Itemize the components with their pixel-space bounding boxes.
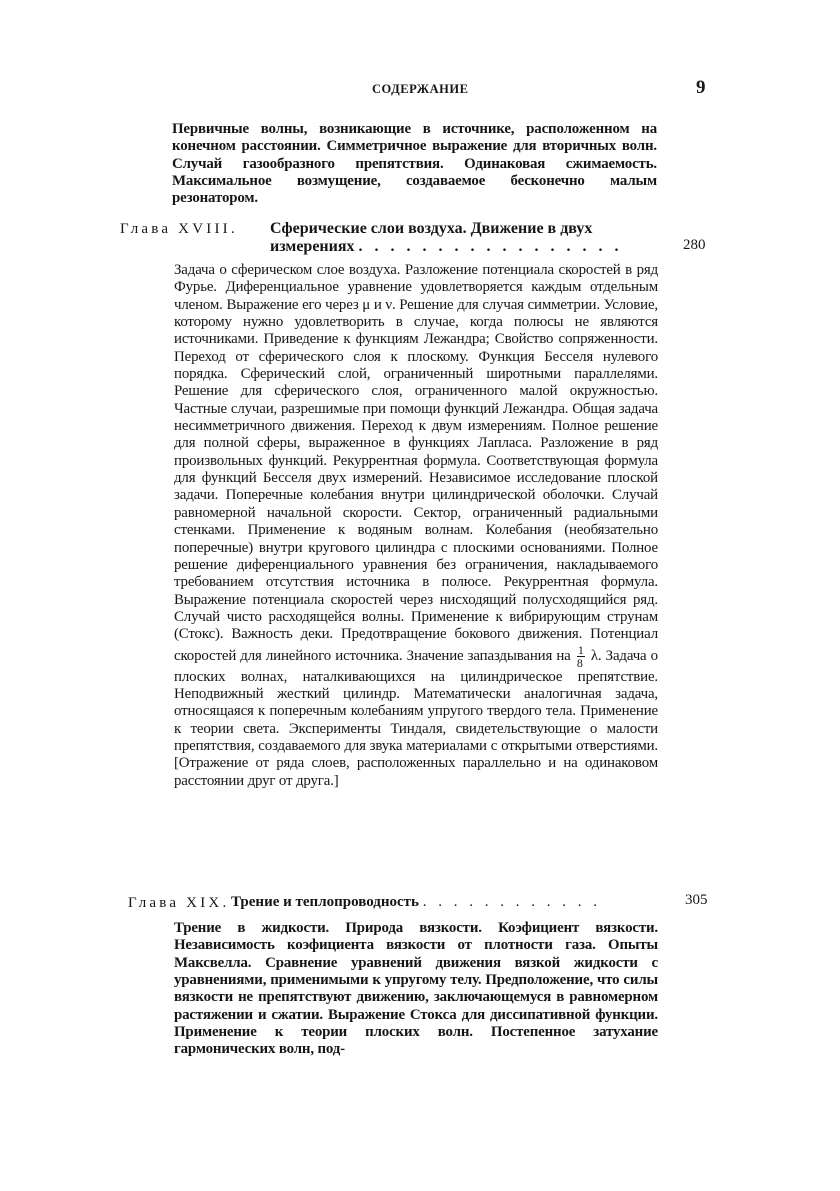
chapter-18-summary-part1: Задача о сферическом слое воздуха. Разложение потенциала скоростей в ряд Фурье. Диференциальное уравнение удовлетворяется каждым отдельным членом. Выражение его через μ и ν. Решение для случая симметрии. Условие, которому нужно удовлетворить в случае, когда полюсы не являются источниками. Приведение к функциям Лежандра; Свойство сопряженности. Переход от сферического слоя к плоскому. Функция Бесселя нулевого порядка. Сферический слой, ограниченный широтными параллелями. Решение для сферического слоя, ограниченного малой окружностью. Частные случаи, разрешимые при помощи функций Лежандра. Общая задача несимметричного движения. Переход к двум измерениям. Полное решение для полной сферы, выраженное в функциях Лапласа. Разложение в ряд произвольных функций. Рекуррентная формула. Соответствующая формула для функций Бесселя двух измерений. Независимое исследование плоской задачи. Поперечные колебания внутри цилиндрической оболочки. Случай равномерной начальной скорости. Сектор, ограниченный радиальными стенками. Применение к водяным волнам. Колебания (необязательно поперечные) внутри кругового цилиндра с плоскими основаниями. Полное решение диференциального уравнения без ограничения, накладываемого требованием отсутствия источника в полюсе. Рекуррентная формула. Выражение потенциала скоростей через нисходящий полусходящийся ряд. Случай чисто расходящейся волны. Применение к вибрирующим струнам (Стокс). Важность деки. Предотвращение бокового движения. Потенциал скоростей для линейного источника. Значение запаздывания на bbox=[174, 262, 658, 664]
chapter-18-title-line2-text: измерениях bbox=[270, 238, 355, 255]
chapter-18-summary-part2: λ. Задача о плоских волнах, наталкивающихся на цилиндрическое препятствие. Неподвижный жесткий цилиндр. Математически аналогичная задача, относящаяся к поперечным колебаниям упругого твердого тела. Применение к теории света. Эксперименты Тиндаля, свидетельствующие о малости препятствия, создаваемого для звука материалами с открытыми отверстиями. [Отражение от ряда слоев, расположенных параллельно и на одинаковом расстоянии друг от друга.] bbox=[174, 647, 658, 789]
chapter-19-title bbox=[231, 894, 601, 911]
chapter-19-label: Глава XIX. bbox=[128, 895, 230, 911]
chapter-18-title-line1: Сферические слои воздуха. Движение в двух bbox=[270, 220, 593, 237]
chapter-19-page: 305 bbox=[685, 892, 708, 908]
page-number: 9 bbox=[696, 77, 706, 98]
fraction-denominator: 8 bbox=[576, 655, 583, 670]
chapter-19-title-text: Трение и теплопроводность bbox=[231, 894, 419, 910]
chapter-18-title-line2 bbox=[270, 238, 660, 256]
running-title: СОДЕРЖАНИЕ bbox=[372, 82, 469, 96]
chapter-18-page: 280 bbox=[683, 237, 706, 253]
continued-paragraph: Первичные волны, возникающие в источнике, расположенном на конечном расстоянии. Симметричное выражение для вторичных волн. Случай газообразного препятствия. Одинаковая сжимаемость. Максимальное возмущение, создаваемое бесконечно малым резонатором. bbox=[172, 121, 657, 207]
chapter-19-leader-dots: . . . . . . . . . . . . bbox=[422, 894, 601, 910]
chapter-18-title bbox=[270, 220, 660, 256]
fraction-numerator: 1 bbox=[577, 642, 584, 657]
fraction-one-eighth bbox=[577, 644, 585, 669]
chapter-18-summary bbox=[174, 262, 658, 790]
chapter-18-leader-dots: . . . . . . . . . . . . . . . . . bbox=[358, 238, 623, 255]
chapter-19-summary: Трение в жидкости. Природа вязкости. Коэфициент вязкости. Независимость коэфициента вязкости от плотности газа. Опыты Максвелла. Сравнение уравнений движения вязкой жидкости с уравнениями, применимыми к упругому телу. Предположение, что силы вязкости не препятствуют движению, заключающемуся в равномерном растяжении и сжатии. Выражение Стокса для диссипативной функции. Применение к теории плоских волн. Постепенное затухание гармонических волн, под- bbox=[174, 920, 658, 1058]
chapter-18-label: Глава XVIII. bbox=[120, 221, 238, 237]
